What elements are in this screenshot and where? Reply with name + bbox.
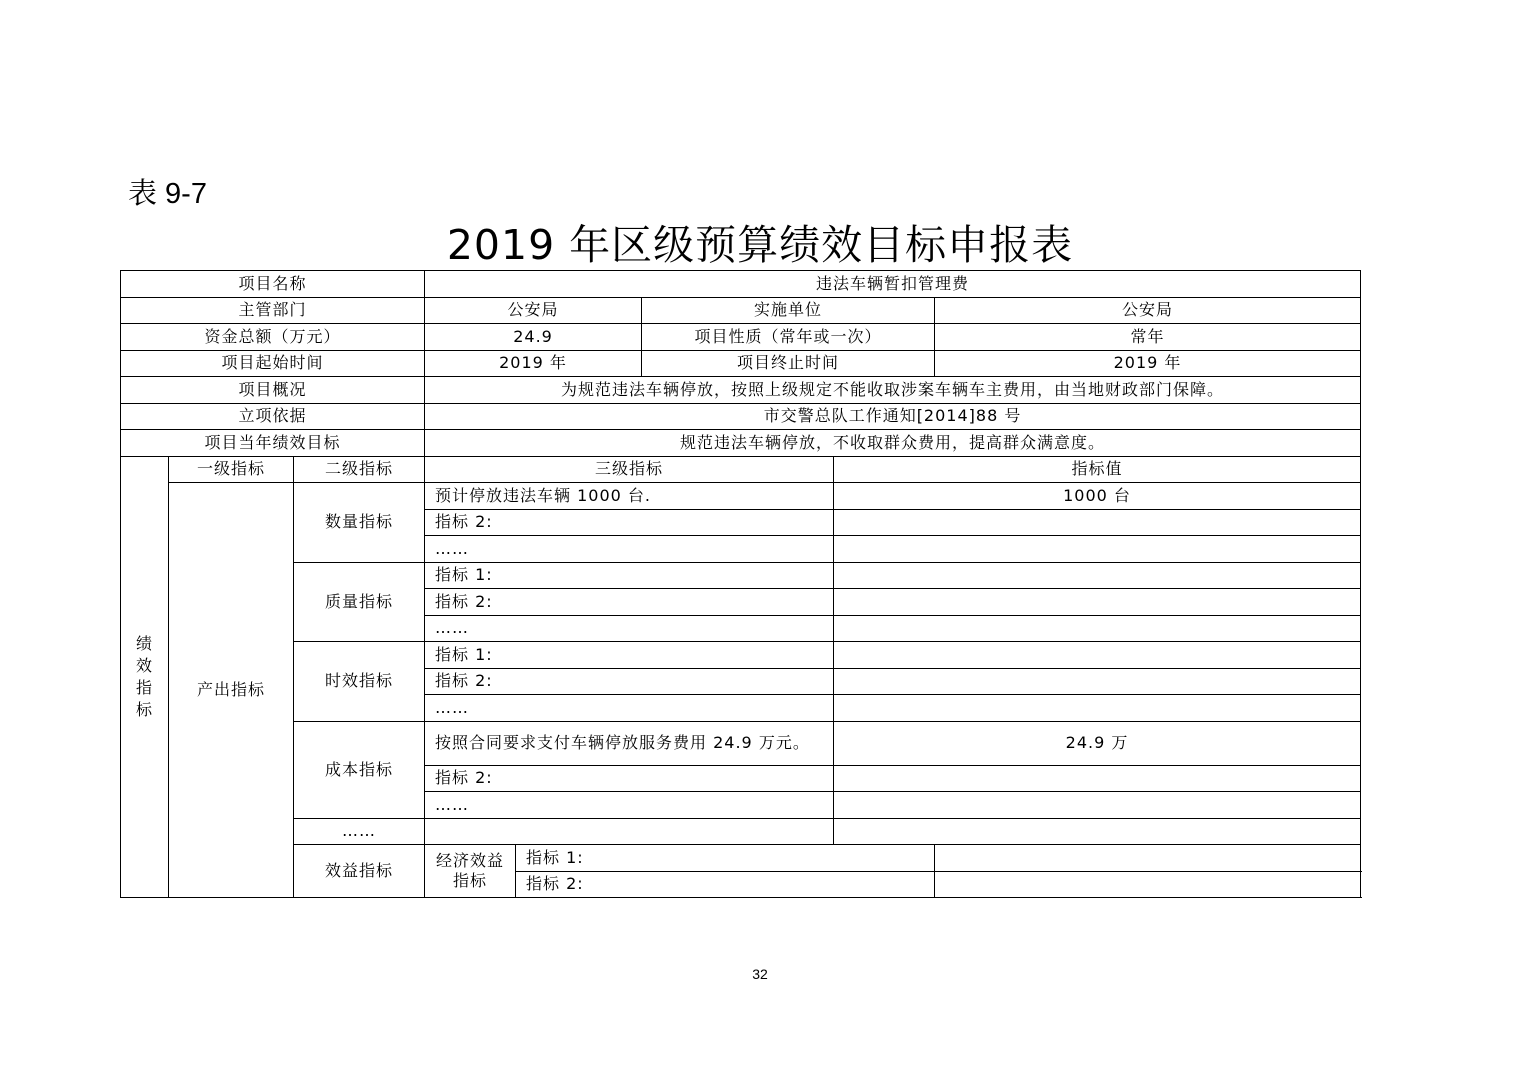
project-name-label: 项目名称: [121, 271, 425, 298]
table-row: [121, 483, 1361, 510]
indicator-value: [834, 695, 1361, 722]
row-goal: [121, 430, 1361, 457]
overview-label: 项目概况: [121, 377, 425, 404]
indicator-item: 指标 2:: [425, 509, 834, 536]
basis-value: 市交警总队工作通知[2014]88 号: [425, 403, 1361, 430]
start-value: 2019 年: [425, 350, 642, 377]
row-department: [121, 297, 1361, 324]
overview-value: 为规范违法车辆停放，按照上级规定不能收取涉案车辆车主费用，由当地财政部门保障。: [425, 377, 1361, 404]
indicator-item: 指标 1:: [425, 642, 834, 669]
header-level3: 三级指标: [425, 456, 834, 483]
table-row: [121, 845, 1361, 872]
table-row: [121, 721, 1361, 765]
start-label: 项目起始时间: [121, 350, 425, 377]
indicator-item: 预计停放违法车辆 1000 台.: [425, 483, 834, 510]
indicator-item: ……: [425, 615, 834, 642]
indicator-item: ……: [425, 536, 834, 563]
quantity-indicator-label: 数量指标: [294, 483, 425, 563]
indicator-value: [834, 536, 1361, 563]
economic-indicator-label: 经济效益 指标: [425, 845, 516, 898]
table-row: [121, 818, 1361, 845]
indicator-item: 指标 2:: [516, 871, 935, 898]
indicator-item: 指标 2:: [425, 589, 834, 616]
indicator-value: [834, 589, 1361, 616]
row-fund: [121, 324, 1361, 351]
indicator-value: [834, 765, 1361, 792]
quality-indicator-label: 质量指标: [294, 562, 425, 642]
nature-value: 常年: [935, 324, 1361, 351]
indicator-value: [834, 615, 1361, 642]
indicator-value: 1000 台: [834, 483, 1361, 510]
timeliness-indicator-label: 时效指标: [294, 642, 425, 722]
nature-label: 项目性质（常年或一次）: [642, 324, 935, 351]
benefit-indicator-label: 效益指标: [294, 845, 425, 898]
table-row: [121, 642, 1361, 669]
indicator-item: ……: [425, 792, 834, 819]
row-time: [121, 350, 1361, 377]
end-value: 2019 年: [935, 350, 1361, 377]
fund-value: 24.9: [425, 324, 642, 351]
impl-value: 公安局: [935, 297, 1361, 324]
budget-performance-table: [120, 270, 1361, 898]
table-number: 表 9-7: [128, 178, 207, 210]
indicator-item: 指标 2:: [425, 668, 834, 695]
goal-value: 规范违法车辆停放，不收取群众费用，提高群众满意度。: [425, 430, 1361, 457]
indicator-value: [935, 845, 1361, 872]
cost-indicator-label: 成本指标: [294, 721, 425, 818]
indicator-item: [425, 818, 834, 845]
indicator-item: 指标 1:: [425, 562, 834, 589]
header-level1: 一级指标: [169, 456, 294, 483]
end-label: 项目终止时间: [642, 350, 935, 377]
header-value: 指标值: [834, 456, 1361, 483]
indicator-value: [834, 642, 1361, 669]
row-basis: [121, 403, 1361, 430]
fund-label: 资金总额（万元）: [121, 324, 425, 351]
indicator-value: 24.9 万: [834, 721, 1361, 765]
dept-value: 公安局: [425, 297, 642, 324]
page-number: 32: [752, 966, 768, 982]
indicator-value: [834, 792, 1361, 819]
output-indicator-label: 产出指标: [169, 483, 294, 898]
indicator-value: [834, 509, 1361, 536]
other-level2-label: ……: [294, 818, 425, 845]
dept-label: 主管部门: [121, 297, 425, 324]
indicator-value: [834, 562, 1361, 589]
header-level2: 二级指标: [294, 456, 425, 483]
indicator-item: ……: [425, 695, 834, 722]
project-name-value: 违法车辆暂扣管理费: [425, 271, 1361, 298]
impl-label: 实施单位: [642, 297, 935, 324]
indicator-value: [834, 668, 1361, 695]
indicator-item: 按照合同要求支付车辆停放服务费用 24.9 万元。: [425, 721, 834, 765]
row-indicator-header: [121, 456, 1361, 483]
row-project-name: [121, 271, 1361, 298]
basis-label: 立项依据: [121, 403, 425, 430]
indicator-value: [834, 818, 1361, 845]
performance-indicators-side-label: 绩 效 指 标: [121, 456, 169, 898]
row-overview: [121, 377, 1361, 404]
indicator-value: [935, 871, 1361, 898]
document-title: 2019 年区级预算绩效目标申报表: [446, 221, 1074, 269]
indicator-item: 指标 2:: [425, 765, 834, 792]
indicator-item: 指标 1:: [516, 845, 935, 872]
table-row: [121, 562, 1361, 589]
goal-label: 项目当年绩效目标: [121, 430, 425, 457]
